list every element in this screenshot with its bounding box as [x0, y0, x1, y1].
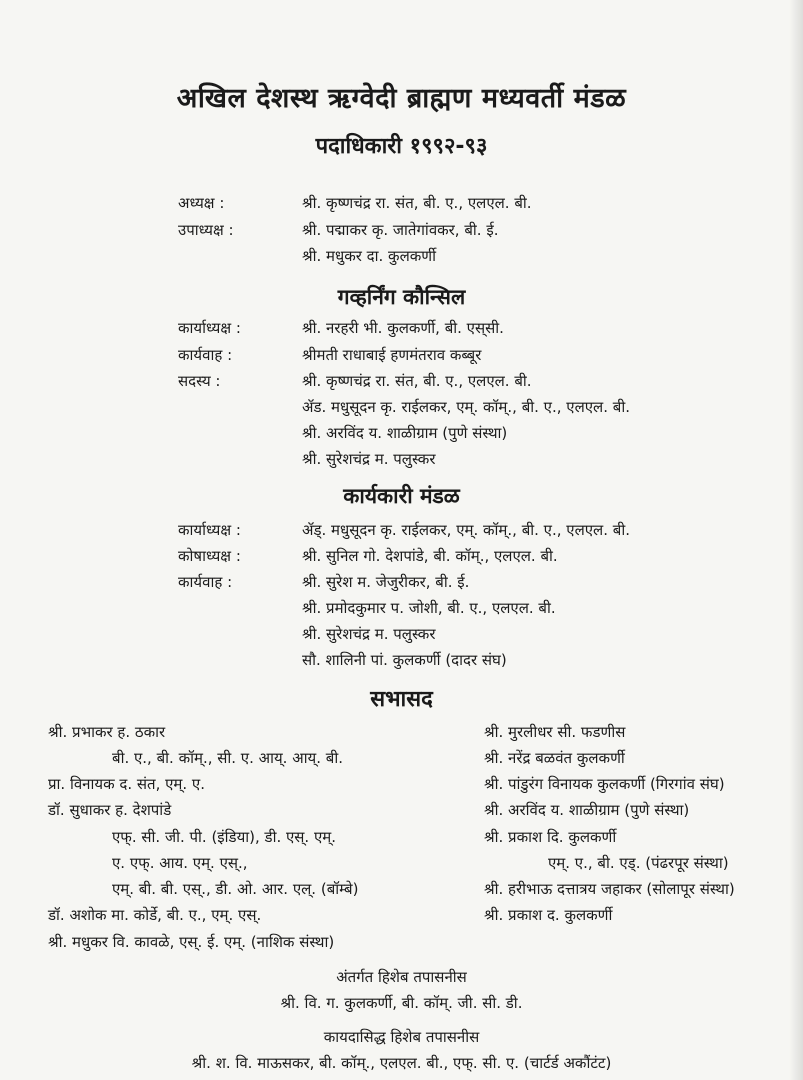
gc-secretary-name: श्रीमती राधाबाई हणमंतराव कब्बूर	[302, 346, 482, 364]
gc-member: श्री. कृष्णचंद्र रा. संत, बी. ए., एलएल. बी.	[302, 372, 532, 390]
ec-chair-label: कार्याध्यक्ष :	[178, 521, 241, 539]
statutory-auditor-name: श्री. श. वि. माऊसकर, बी. कॉम्., एलएल. बी., एफ्. सी. ए. (चार्टर्ड अकौंटंट)	[191, 1054, 612, 1072]
member-right: श्री. प्रकाश द. कुलकर्णी	[484, 906, 613, 924]
gc-member: ॲड. मधुसूदन कृ. राईलकर, एम्. कॉम्., बी. ए., एलएल. बी.	[302, 398, 630, 416]
president-label: अध्यक्ष :	[178, 194, 225, 212]
member-left: एम्. बी. बी. एस्., डी. ओ. आर. एल्. (बॉम्बे)	[112, 880, 359, 898]
org-title: अखिल देशस्थ ऋग्वेदी ब्राह्मण मध्यवर्ती मंडळ	[176, 83, 627, 114]
president-name: श्री. कृष्णचंद्र रा. संत, बी. ए., एलएल. बी.	[302, 194, 532, 212]
internal-auditor-name: श्री. वि. ग. कुलकर्णी, बी. कॉम्. जी. सी. डी.	[280, 994, 523, 1012]
vp-name-1: श्री. पद्माकर कृ. जातेगांवकर, बी. ई.	[302, 221, 499, 239]
ec-secretary: श्री. सुरेशचंद्र म. पलुस्कर	[302, 625, 436, 643]
internal-auditor-heading: अंतर्गत हिशेब तपासनीस	[336, 968, 467, 986]
gc-member: श्री. अरविंद य. शाळीग्राम (पुणे संस्था)	[302, 424, 508, 442]
member-left: डॉ. सुधाकर ह. देशपांडे	[48, 801, 172, 819]
member-right: श्री. प्रकाश दि. कुलकर्णी	[484, 828, 617, 846]
member-left: प्रा. विनायक द. संत, एम्. ए.	[48, 775, 205, 793]
member-right: श्री. मुरलीधर सी. फडणीस	[484, 723, 626, 741]
vp-label: उपाध्यक्ष :	[178, 221, 234, 239]
ec-secretary-label: कार्यवाह :	[178, 573, 233, 591]
ec-secretary: श्री. प्रमोदकुमार प. जोशी, बी. ए., एलएल. बी.	[302, 599, 556, 617]
member-left: श्री. प्रभाकर ह. ठकार	[48, 723, 166, 741]
member-left: बी. ए., बी. कॉम्., सी. ए. आय्. आय्. बी.	[112, 749, 343, 767]
executive-committee-heading: कार्यकारी मंडळ	[343, 484, 460, 508]
member-right: श्री. पांडुरंग विनायक कुलकर्णी (गिरगांव संघ)	[484, 775, 725, 793]
member-right: श्री. नरेंद्र बळवंत कुलकर्णी	[484, 749, 625, 767]
ec-treasurer-label: कोषाध्यक्ष :	[178, 547, 241, 565]
gc-secretary-label: कार्यवाह :	[178, 346, 233, 364]
gc-chair-name: श्री. नरहरी भी. कुलकर्णी, बी. एस्‌सी.	[302, 319, 504, 337]
members-heading: सभासद	[370, 687, 433, 712]
member-right: एम्. ए., बी. एड्. (पंढरपूर संस्था)	[548, 854, 729, 872]
office-bearers-heading: पदाधिकारी १९९२-९३	[315, 134, 488, 159]
governing-council-heading: गव्हर्निंग कौन्सिल	[337, 285, 466, 309]
ec-treasurer-name: श्री. सुनिल गो. देशपांडे, बी. कॉम्., एलएल. बी.	[302, 547, 558, 565]
ec-secretary: श्री. सुरेश म. जेजुरीकर, बी. ई.	[302, 573, 470, 591]
vp-name-2: श्री. मधुकर दा. कुलकर्णी	[302, 247, 436, 265]
gc-members-label: सदस्य :	[178, 372, 221, 390]
member-left: एफ्. सी. जी. पी. (इंडिया), डी. एस्. एम्.	[112, 828, 337, 846]
member-right: श्री. अरविंद य. शाळीग्राम (पुणे संस्था)	[484, 801, 690, 819]
page-edge-shadow	[789, 0, 803, 1080]
statutory-auditor-heading: कायदासिद्ध हिशेब तपासनीस	[323, 1028, 480, 1046]
ec-secretary: सौ. शालिनी पां. कुलकर्णी (दादर संघ)	[302, 651, 507, 669]
member-left: ए. एफ्. आय. एम्. एस्.,	[112, 854, 248, 872]
member-left: डॉ. अशोक मा. कोर्डे, बी. ए., एम्. एस्.	[48, 906, 262, 924]
gc-chair-label: कार्याध्यक्ष :	[178, 319, 241, 337]
gc-member: श्री. सुरेशचंद्र म. पलुस्कर	[302, 450, 436, 468]
member-left: श्री. मधुकर वि. कावळे, एस्. ई. एम्. (नाशिक संस्था)	[48, 933, 335, 951]
ec-chair-name: ॲड्. मधुसूदन कृ. राईलकर, एम्. कॉम्., बी. ए., एलएल. बी.	[302, 521, 630, 539]
member-right: श्री. हरीभाऊ दत्तात्रय जहाकर (सोलापूर संस्था)	[484, 880, 735, 898]
